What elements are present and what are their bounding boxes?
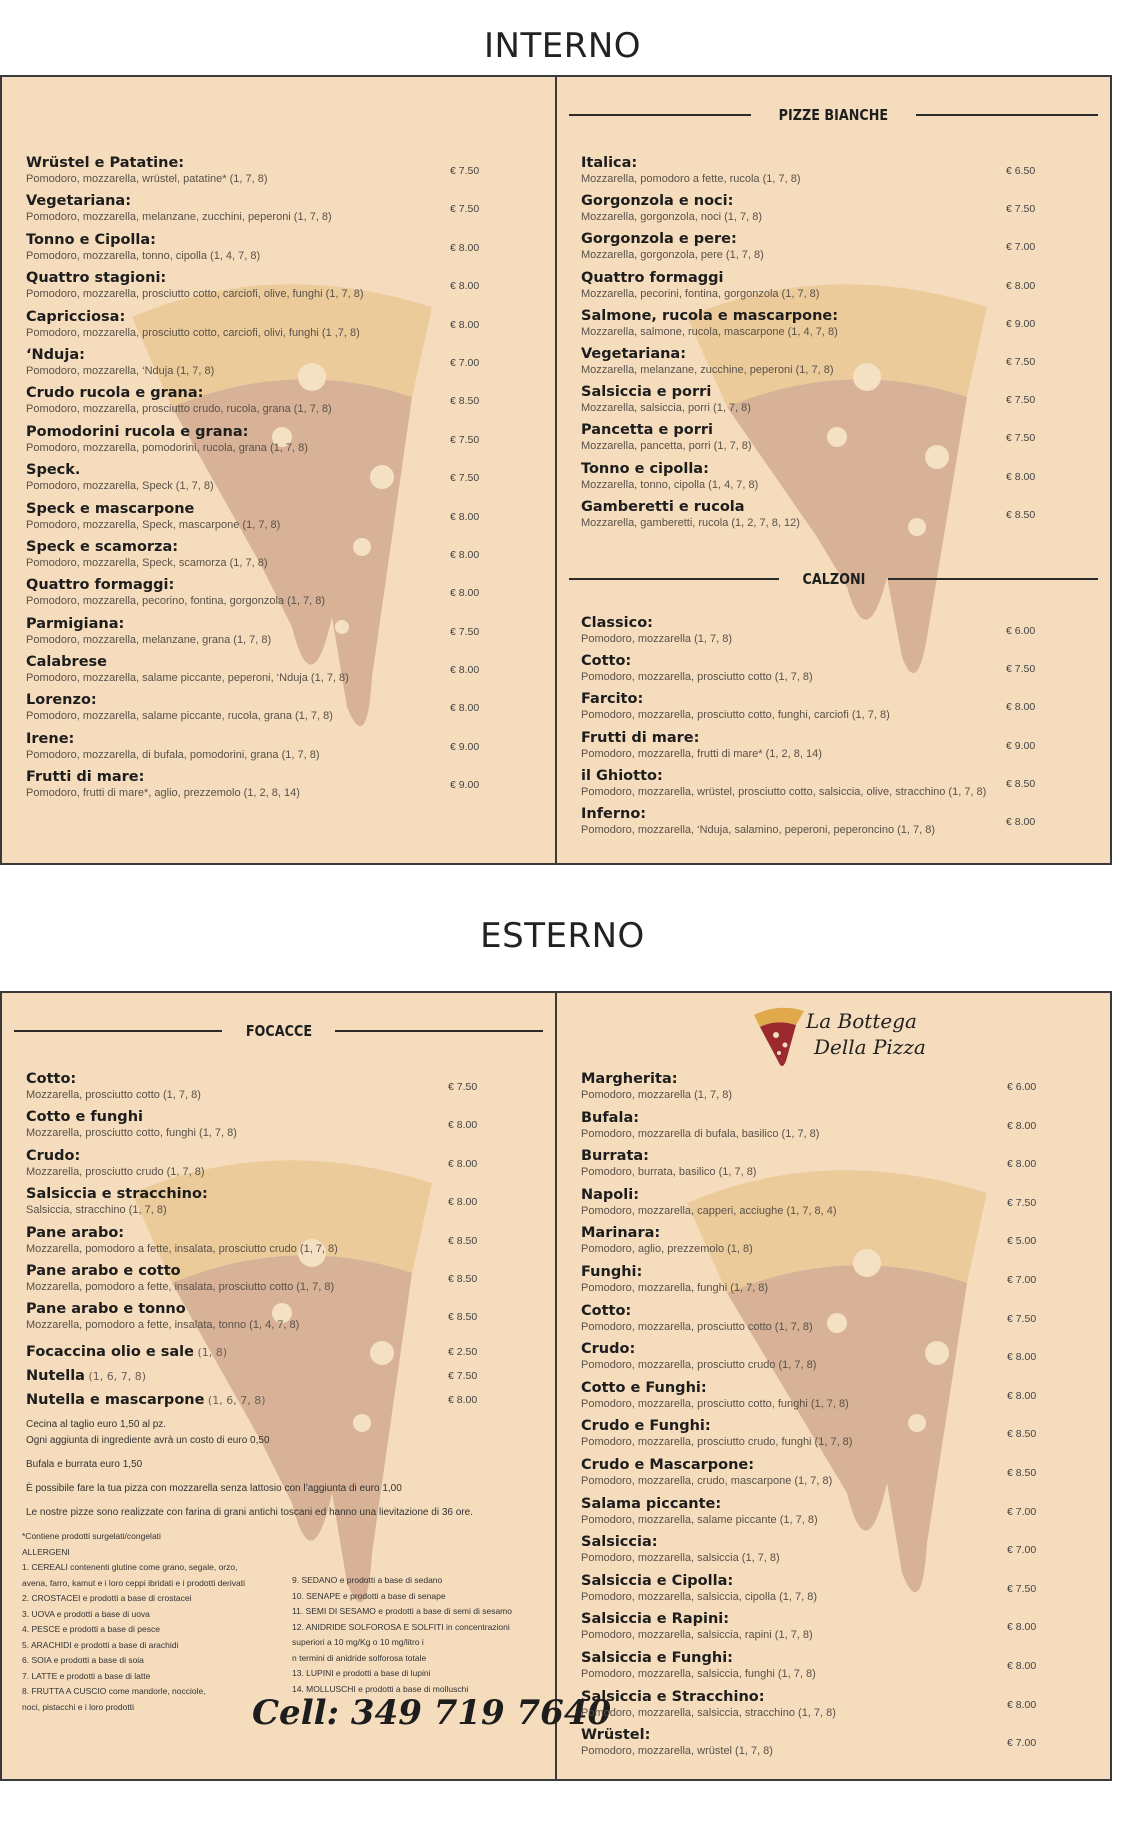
bottega-logo (752, 1001, 926, 1071)
note-line: Cecina al taglio euro 1,50 al pz. (26, 1419, 167, 1430)
item-price: € 7.50 (1007, 1196, 1037, 1209)
item-price: € 8.00 (450, 241, 480, 254)
interno-right-panel (557, 77, 1110, 863)
item-price: € 7.50 (1006, 355, 1036, 368)
note-line: Bufala e burrata euro 1,50 (26, 1459, 143, 1470)
item-price: € 8.00 (1007, 1351, 1037, 1364)
item-description: Pomodoro, mozzarella, ‘Nduja, salamino, peperoni, peperoncino (1, 7, 8) (581, 823, 936, 836)
item-description: Mozzarella, pomodoro a fette, insalata, prosciutto crudo (1, 7, 8) (26, 1242, 338, 1255)
menu-item (26, 232, 515, 270)
allergen-line: 6. SOIA e prodotti a base di soia (22, 1655, 144, 1665)
item-price: € 7.50 (1006, 203, 1036, 216)
interno-title: INTERNO (483, 26, 642, 66)
item-description: Mozzarella, gorgonzola, noci (1, 7, 8) (581, 211, 762, 224)
menu-item (26, 1392, 515, 1416)
menu-item (581, 1611, 1070, 1650)
item-description: Pomodoro, mozzarella, wrüstel (1, 7, 8) (581, 1745, 773, 1758)
item-description: Mozzarella, melanzane, zucchine, peperoni (1, 7, 8) (581, 363, 834, 376)
item-name: Italica: (581, 155, 638, 171)
item-name: Pane arabo: (26, 1224, 125, 1241)
menu-item (581, 1573, 1070, 1612)
item-description: Pomodoro, mozzarella, prosciutto cotto, funghi (1, 7, 8) (581, 1397, 849, 1410)
menu-item (26, 270, 515, 308)
allergen-line: 14. MOLLUSCHI e prodotti a base di molluschi (292, 1683, 469, 1694)
menu-item (26, 309, 515, 347)
menu-item (26, 1344, 515, 1368)
menu-item (26, 1301, 515, 1339)
item-price: € 8.00 (448, 1119, 478, 1132)
item-name: Salsiccia e Funghi: (581, 1649, 733, 1666)
allergens-block (22, 1529, 245, 1715)
menu-item (581, 384, 1070, 422)
item-price: € 8.50 (448, 1272, 478, 1285)
item-name: Tonno e Cipolla: (26, 231, 156, 248)
item-name: Pancetta e porri (581, 422, 713, 439)
item-name: Gamberetti e rucola (581, 498, 745, 515)
item-price: € 8.00 (1007, 1389, 1037, 1402)
esterno-board (0, 991, 1112, 1781)
allergen-line: n termini di anidride solforosa totale (292, 1652, 427, 1663)
item-description: Pomodoro, mozzarella, salsiccia (1, 7, 8) (581, 1552, 780, 1565)
item-description: Mozzarella, prosciutto crudo (1, 7, 8) (26, 1165, 205, 1178)
calzoni-list (581, 615, 1070, 844)
note-line: Ogni aggiunta di ingrediente avrà un costo di euro 0,50 (26, 1435, 270, 1446)
interno-board (0, 75, 1112, 865)
item-description: Pomodoro, mozzarella, Speck, scamorza (1, 7, 8) (26, 556, 268, 569)
item-name: Burrata: (581, 1148, 649, 1165)
item-name: Pomodorini rucola e grana: (26, 423, 249, 440)
item-price: € 8.00 (1006, 815, 1036, 828)
item-price: € 8.00 (1007, 1158, 1037, 1171)
item-description: Pomodoro, mozzarella, salsiccia, funghi (1, 7, 8) (581, 1667, 816, 1680)
item-price: € 8.00 (450, 587, 480, 600)
item-name (26, 1344, 515, 1361)
item-description: Pomodoro, mozzarella, prosciutto crudo (1, 7, 8) (581, 1359, 817, 1372)
allergen-line: 8. FRUTTA A CUSCIO come mandorle, nocciole, (22, 1686, 206, 1696)
item-price: € 8.50 (1006, 777, 1036, 790)
allergen-line: 1. CEREALI contenenti glutine come grano, segale, orzo, (22, 1562, 238, 1572)
item-price: € 8.00 (450, 318, 480, 331)
item-price: € 7.50 (1007, 1312, 1037, 1325)
item-name: Margherita: (581, 1071, 678, 1087)
item-price: € 7.00 (1007, 1505, 1037, 1518)
item-price: € 9.00 (450, 779, 480, 792)
menu-item (581, 346, 1070, 384)
focacce-list (26, 1071, 515, 1340)
logo-line1: La Bottega (806, 1009, 917, 1033)
item-name: Parmigiana: (26, 615, 125, 632)
item-description: Pomodoro, mozzarella, capperi, acciughe (1, 7, 8, 4) (581, 1204, 837, 1217)
menu-item (26, 577, 515, 615)
item-name: Frutti di mare: (26, 769, 145, 786)
allergen-line: 11. SEMI DI SESAMO e prodotti a base di semi di sesamo (292, 1606, 512, 1616)
menu-item (581, 1341, 1070, 1380)
menu-item (26, 654, 515, 692)
item-name: Capricciosa: (26, 308, 126, 325)
item-price: € 7.50 (448, 1370, 478, 1382)
item-description: Pomodoro, frutti di mare*, aglio, prezzemolo (1, 2, 8, 14) (26, 787, 300, 800)
item-price: € 8.50 (450, 395, 480, 408)
item-price: € 8.00 (1006, 279, 1036, 292)
item-name: Classico: (581, 615, 653, 631)
item-name: Gorgonzola e noci: (581, 193, 734, 210)
menu-item (581, 1534, 1070, 1573)
item-name: Crudo: (581, 1341, 636, 1358)
item-price: € 9.00 (1006, 739, 1036, 752)
menu-item (581, 615, 1070, 653)
item-name-text: Nutella (26, 1368, 85, 1384)
item-price: € 6.00 (1006, 625, 1036, 637)
item-name: Gorgonzola e pere: (581, 231, 737, 248)
item-price: € 8.00 (450, 664, 480, 677)
item-name: Cotto e funghi (26, 1109, 143, 1126)
item-price: € 5.00 (1007, 1235, 1037, 1248)
item-price: € 7.50 (450, 472, 480, 485)
item-price: € 8.50 (448, 1234, 478, 1247)
item-name: Farcito: (581, 691, 644, 708)
item-description: Pomodoro, mozzarella, salsiccia, cipolla (1, 7, 8) (581, 1590, 817, 1603)
phone-number: Cell: 349 719 7640 (252, 1693, 612, 1733)
item-name: Frutti di mare: (581, 729, 700, 746)
item-description: Mozzarella, gamberetti, rucola (1, 2, 7, 8, 12) (581, 516, 800, 529)
item-description: Pomodoro, mozzarella, salame piccante, rucola, grana (1, 7, 8) (26, 710, 333, 723)
pizza-slice-logo-icon (752, 1001, 806, 1071)
menu-item (581, 461, 1070, 499)
item-description: Pomodoro, mozzarella, funghi (1, 7, 8) (581, 1281, 769, 1294)
item-price: € 7.50 (450, 203, 480, 216)
item-name: Salsiccia: (581, 1534, 658, 1551)
item-allergens: (1, 6, 7, 8) (204, 1394, 266, 1407)
item-price: € 8.00 (448, 1196, 478, 1209)
item-description: Mozzarella, gorgonzola, pere (1, 7, 8) (581, 249, 764, 262)
item-description: Pomodoro, mozzarella (1, 7, 8) (581, 1089, 733, 1101)
menu-item (581, 1303, 1070, 1342)
menu-item (26, 501, 515, 539)
menu-item (581, 806, 1070, 844)
item-price: € 7.50 (450, 433, 480, 446)
menu-item (581, 231, 1070, 269)
item-price: € 8.00 (448, 1157, 478, 1170)
menu-item (581, 768, 1070, 806)
menu-item (26, 385, 515, 423)
item-name: Speck e scamorza: (26, 538, 179, 555)
item-name: Salama piccante: (581, 1495, 722, 1512)
item-price: € 7.00 (450, 356, 480, 369)
item-price: € 7.00 (1007, 1544, 1037, 1557)
item-price: € 8.50 (1007, 1466, 1037, 1479)
item-name: Salsiccia e Cipolla: (581, 1572, 734, 1589)
allergens-title: ALLERGENI (22, 1546, 70, 1557)
menu-item (26, 731, 515, 769)
menu-item (581, 270, 1070, 308)
item-name: Quattro stagioni: (26, 270, 167, 287)
heading-text: PIZZE BIANCHE (778, 106, 889, 124)
item-name: Vegetariana: (581, 345, 687, 362)
item-name: Inferno: (581, 805, 647, 822)
item-name: Cotto: (26, 1071, 77, 1087)
interno-pizza-list (26, 155, 515, 808)
item-price: € 7.00 (1006, 241, 1036, 254)
item-description: Pomodoro, mozzarella, tonno, cipolla (1, 4, 7, 8) (26, 249, 261, 262)
focacce-heading (14, 1021, 543, 1041)
menu-item (581, 1110, 1070, 1149)
item-name: Vegetariana: (26, 193, 132, 210)
pizze-rosse-list (581, 1071, 1070, 1766)
item-description: Mozzarella, pomodoro a fette, insalata, tonno (1, 4, 7, 8) (26, 1319, 300, 1332)
item-name: Bufala: (581, 1109, 640, 1126)
item-description: Mozzarella, prosciutto cotto (1, 7, 8) (26, 1089, 201, 1101)
menu-item (581, 1225, 1070, 1264)
item-name: Cotto: (581, 1302, 632, 1319)
menu-item (581, 308, 1070, 346)
allergen-line: 2. CROSTACEI e prodotti a base di crostacei (22, 1593, 192, 1603)
item-name: Funghi: (581, 1263, 643, 1280)
logo-line2: Della Pizza (814, 1035, 926, 1059)
item-name: Salmone, rucola e mascarpone: (581, 307, 839, 324)
item-description: Pomodoro, mozzarella, wrüstel, patatine* (1, 7, 8) (26, 173, 268, 185)
menu-item (26, 1109, 515, 1147)
item-price: € 8.00 (1006, 701, 1036, 714)
item-name: Salsiccia e stracchino: (26, 1186, 208, 1203)
menu-item (26, 347, 515, 385)
heading-text: FOCACCE (245, 1022, 312, 1040)
menu-item (581, 422, 1070, 460)
item-description: Pomodoro, mozzarella, prosciutto cotto (1, 7, 8) (581, 1320, 813, 1333)
menu-item (26, 155, 515, 193)
allergen-line: 3. UOVA e prodotti a base di uova (22, 1608, 150, 1619)
item-description: Mozzarella, pomodoro a fette, rucola (1, 7, 8) (581, 173, 801, 185)
item-name: Pane arabo e cotto (26, 1262, 181, 1279)
item-price: € 8.00 (450, 510, 480, 523)
menu-item (581, 1071, 1070, 1110)
item-description: Mozzarella, pecorini, fontina, gorgonzola (1, 7, 8) (581, 287, 820, 300)
item-description: Pomodoro, aglio, prezzemolo (1, 8) (581, 1243, 753, 1256)
menu-item (581, 1650, 1070, 1689)
menu-item (581, 730, 1070, 768)
item-name: Cotto: (581, 653, 632, 670)
item-description: Pomodoro, mozzarella, Speck, mascarpone (1, 7, 8) (26, 518, 281, 531)
allergen-line: noci, pistacchi e i loro prodotti (22, 1701, 134, 1712)
item-price: € 6.50 (1006, 165, 1036, 177)
note-line: È possibile fare la tua pizza con mozzarella senza lattosio con l’aggiunta di euro 1,00 (26, 1483, 402, 1494)
menu-item (581, 1418, 1070, 1457)
allergen-line: superiori a 10 mg/Kg o 10 mg/litro i (292, 1637, 424, 1647)
item-name (26, 1368, 515, 1385)
item-description: Pomodoro, mozzarella, prosciutto cotto, carciofi, olivi, funghi (1 ,7, 8) (26, 326, 360, 339)
allergen-line: 9. SEDANO e prodotti a base di sedano (292, 1575, 443, 1585)
menu-item (26, 1368, 515, 1392)
item-name: Crudo rucola e grana: (26, 385, 204, 402)
allergen-line: 12. ANIDRIDE SOLFOROSA E SOLFITI in concentrazioni (292, 1621, 510, 1632)
item-name (26, 1392, 515, 1409)
menu-item (581, 1689, 1070, 1728)
item-price: € 8.00 (1007, 1698, 1037, 1711)
item-description: Mozzarella, pomodoro a fette, insalata, prosciutto cotto (1, 7, 8) (26, 1280, 335, 1293)
item-description: Pomodoro, mozzarella, pecorino, fontina, gorgonzola (1, 7, 8) (26, 595, 325, 608)
menu-item (581, 1148, 1070, 1187)
item-description: Pomodoro, mozzarella, melanzane, grana (1, 7, 8) (26, 633, 272, 646)
item-price: € 8.00 (1006, 470, 1036, 483)
item-name: Crudo e Mascarpone: (581, 1456, 755, 1473)
item-price: € 8.50 (1007, 1428, 1037, 1441)
item-name: Cotto e Funghi: (581, 1379, 707, 1396)
item-price: € 7.50 (1006, 394, 1036, 407)
allergen-line: 13. LUPINI e prodotti a base di lupini (292, 1668, 431, 1678)
item-description: Pomodoro, mozzarella, melanzane, zucchini, peperoni (1, 7, 8) (26, 211, 332, 224)
menu-item (581, 653, 1070, 691)
item-name: Marinara: (581, 1225, 661, 1242)
item-price: € 7.00 (1007, 1273, 1037, 1286)
menu-item (581, 1264, 1070, 1303)
item-name: Napoli: (581, 1186, 639, 1203)
menu-item (581, 155, 1070, 193)
item-description: Mozzarella, prosciutto cotto, funghi (1, 7, 8) (26, 1127, 237, 1140)
item-name: Wrüstel e Patatine: (26, 155, 185, 171)
item-description: Pomodoro, mozzarella, prosciutto cotto (1, 7, 8) (581, 671, 813, 684)
item-price: € 9.00 (450, 740, 480, 753)
item-description: Mozzarella, tonno, cipolla (1, 4, 7, 8) (581, 478, 759, 491)
allergens-right-block (292, 1573, 512, 1697)
item-price: € 7.50 (1007, 1582, 1037, 1595)
allergen-line: 5. ARACHIDI e prodotti a base di arachidi (22, 1639, 179, 1650)
menu-item (26, 1148, 515, 1186)
allergen-line: 10. SENAPE e prodotti a base di senape (292, 1590, 446, 1601)
item-description: Pomodoro, mozzarella, wrüstel, prosciutto cotto, salsiccia, olive, stracchino (1, 7, 8) (581, 785, 987, 798)
esterno-title: ESTERNO (480, 916, 645, 956)
item-description: Pomodoro, mozzarella, salsiccia, stracchino (1, 7, 8) (581, 1706, 836, 1719)
menu-item (581, 1187, 1070, 1226)
item-name: il Ghiotto: (581, 767, 663, 784)
item-name: ‘Nduja: (26, 346, 85, 363)
interno-left-panel (2, 77, 555, 863)
menu-item (26, 616, 515, 654)
menu-item (26, 769, 515, 807)
item-price: € 8.00 (450, 548, 480, 561)
item-name: Tonno e cipolla: (581, 460, 709, 477)
pizze-bianche-list (581, 155, 1070, 537)
item-description: Pomodoro, burrata, basilico (1, 7, 8) (581, 1166, 757, 1179)
item-price: € 7.50 (1006, 663, 1036, 676)
item-name: Crudo e Funghi: (581, 1418, 711, 1435)
item-price: € 8.50 (448, 1311, 478, 1324)
menu-item (581, 499, 1070, 537)
menu-item (26, 1263, 515, 1301)
item-name: Calabrese (26, 654, 108, 671)
item-price: € 8.00 (450, 702, 480, 715)
item-price: € 6.00 (1007, 1081, 1037, 1093)
allergen-line: avena, farro, kamut e i loro ceppi ibridati e i prodotti derivati (22, 1577, 246, 1588)
item-description: Mozzarella, pancetta, porri (1, 7, 8) (581, 440, 752, 453)
item-description: Pomodoro, mozzarella, prosciutto cotto, funghi, carciofi (1, 7, 8) (581, 709, 890, 722)
calzoni-heading (569, 569, 1098, 589)
item-description: Pomodoro, mozzarella, pomodorini, rucola, grana (1, 7, 8) (26, 441, 308, 454)
item-price: € 7.50 (450, 625, 480, 638)
pizze-bianche-heading (569, 105, 1098, 125)
item-name: Speck. (26, 462, 81, 479)
item-price: € 7.00 (1007, 1737, 1037, 1750)
item-price: € 7.50 (448, 1081, 478, 1093)
item-price: € 7.50 (450, 165, 480, 177)
item-description: Pomodoro, mozzarella, prosciutto crudo, funghi (1, 7, 8) (581, 1436, 853, 1449)
item-name: Irene: (26, 730, 75, 747)
item-name: Lorenzo: (26, 692, 97, 709)
item-price: € 2.50 (448, 1346, 478, 1358)
item-allergens: (1, 6, 7, 8) (84, 1370, 147, 1383)
allergen-line: 7. LATTE e prodotti a base di latte (22, 1670, 151, 1681)
menu-item (26, 462, 515, 500)
item-price: € 8.00 (450, 280, 480, 293)
item-name: Speck e mascarpone (26, 500, 195, 517)
item-description: Pomodoro, mozzarella, prosciutto crudo, rucola, grana (1, 7, 8) (26, 403, 332, 416)
item-description: Pomodoro, mozzarella, salsiccia, rapini (1, 7, 8) (581, 1629, 813, 1642)
item-price: € 8.00 (1007, 1119, 1037, 1132)
menu-item (26, 1225, 515, 1263)
item-name: Wrüstel: (581, 1727, 651, 1744)
menu-item (581, 691, 1070, 729)
heading-text: CALZONI (802, 570, 865, 588)
item-name-text: Nutella e mascarpone (26, 1392, 205, 1408)
item-description: Pomodoro, mozzarella, Speck (1, 7, 8) (26, 480, 214, 493)
menu-item (581, 1496, 1070, 1535)
item-price: € 8.50 (1006, 508, 1036, 521)
item-name: Quattro formaggi: (26, 577, 175, 594)
notes-block (26, 1417, 526, 1521)
item-description: Pomodoro, mozzarella, frutti di mare* (1, 2, 8, 14) (581, 747, 822, 760)
item-allergens: (1, 8) (194, 1346, 228, 1359)
item-price: € 8.00 (448, 1394, 478, 1406)
frozen-note: *Contiene prodotti surgelati/congelati (22, 1531, 161, 1541)
single-line-list (26, 1344, 515, 1416)
menu-item (581, 1380, 1070, 1419)
menu-item (26, 193, 515, 231)
item-name: Pane arabo e tonno (26, 1301, 186, 1318)
item-name: Crudo: (26, 1147, 81, 1164)
item-name: Salsiccia e porri (581, 384, 712, 401)
menu-item (581, 193, 1070, 231)
item-description: Pomodoro, mozzarella (1, 7, 8) (581, 633, 733, 645)
item-price: € 8.00 (1007, 1621, 1037, 1634)
menu-item (26, 1071, 515, 1109)
item-name: Salsiccia e Rapini: (581, 1611, 730, 1628)
item-price: € 8.00 (1007, 1659, 1037, 1672)
item-description: Pomodoro, mozzarella, salame piccante, peperoni, ‘Nduja (1, 7, 8) (26, 672, 349, 685)
item-name: Salsiccia e Stracchino: (581, 1688, 765, 1705)
menu-item (581, 1727, 1070, 1766)
item-description: Pomodoro, mozzarella, prosciutto cotto, carciofi, olive, funghi (1, 7, 8) (26, 288, 364, 301)
item-name: Quattro formaggi (581, 269, 724, 286)
menu-item (26, 692, 515, 730)
item-description: Mozzarella, salmone, rucola, mascarpone (1, 4, 7, 8) (581, 325, 838, 338)
item-description: Pomodoro, mozzarella, ‘Nduja (1, 7, 8) (26, 364, 215, 377)
menu-item (581, 1457, 1070, 1496)
item-description: Pomodoro, mozzarella, salame piccante (1, 7, 8) (581, 1513, 818, 1526)
item-description: Pomodoro, mozzarella, di bufala, pomodorini, grana (1, 7, 8) (26, 748, 320, 761)
item-price: € 7.50 (1006, 432, 1036, 445)
allergen-line: 4. PESCE e prodotti a base di pesce (22, 1624, 160, 1634)
menu-item (26, 1186, 515, 1224)
item-name-text: Focaccina olio e sale (26, 1344, 194, 1360)
item-description: Pomodoro, mozzarella di bufala, basilico (1, 7, 8) (581, 1127, 820, 1140)
note-line: Le nostre pizze sono realizzate con farina di grani antichi toscani ed hanno una lievitazione di 36 ore. (26, 1507, 473, 1518)
menu-item (26, 539, 515, 577)
menu-item (26, 424, 515, 462)
esterno-right-panel (557, 993, 1110, 1779)
item-description: Mozzarella, salsiccia, porri (1, 7, 8) (581, 402, 751, 415)
item-description: Salsiccia, stracchino (1, 7, 8) (26, 1204, 167, 1217)
item-price: € 9.00 (1006, 317, 1036, 330)
item-description: Pomodoro, mozzarella, crudo, mascarpone (1, 7, 8) (581, 1474, 833, 1487)
